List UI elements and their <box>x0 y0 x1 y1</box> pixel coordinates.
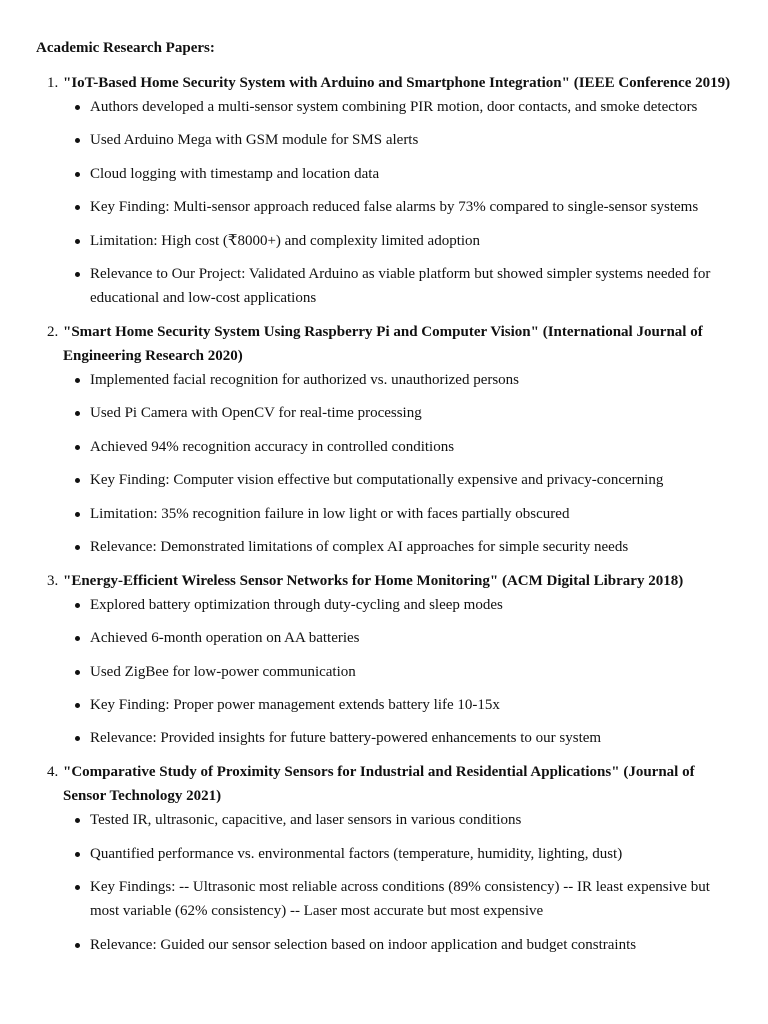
paper-item <box>36 569 738 751</box>
bullet-icon <box>75 172 80 177</box>
list-item <box>63 435 738 459</box>
point-text: Key Finding: Computer vision effective but computationally expensive and privacy-concerning <box>90 472 664 489</box>
point-text: Authors developed a multi-sensor system combining PIR motion, door contacts, and smoke detectors <box>90 99 698 115</box>
bullet-icon <box>75 670 80 675</box>
bullet-icon <box>75 943 80 948</box>
list-item <box>63 842 738 866</box>
point-text: Relevance: Guided our sensor selection based on indoor application and budget constraints <box>90 936 637 953</box>
paper-title: "Energy-Efficient Wireless Sensor Networks for Home Monitoring" (ACM Digital Library 2018) <box>63 572 684 589</box>
paper-number: 3. <box>47 572 59 589</box>
bullet-icon <box>75 512 80 517</box>
paper-item <box>36 320 738 559</box>
bullet-icon <box>75 603 80 608</box>
point-text: Limitation: High cost (₹8000+) and complexity limited adoption <box>90 232 481 249</box>
paper-title: "Smart Home Security System Using Raspberry Pi and Computer Vision" (International Journal of Engineering Research 2020) <box>63 323 703 364</box>
point-text: Implemented facial recognition for authorized vs. unauthorized persons <box>90 371 520 388</box>
list-item <box>63 468 738 492</box>
point-text: Relevance: Provided insights for future battery-powered enhancements to our system <box>90 730 602 747</box>
section-heading: Academic Research Papers: <box>36 40 215 56</box>
list-item <box>63 626 738 650</box>
list-item <box>63 401 738 425</box>
paper-title: "IoT-Based Home Security System with Arduino and Smartphone Integration" (IEEE Conference 2019) <box>63 75 731 91</box>
point-text: Used Pi Camera with OpenCV for real-time processing <box>90 405 422 422</box>
point-text: Relevance to Our Project: Validated Arduino as viable platform but showed simpler systems needed for educational and low-cost applications <box>90 265 711 306</box>
list-item <box>63 808 738 832</box>
list-item <box>63 128 738 152</box>
bullet-icon <box>75 636 80 641</box>
list-item <box>63 195 738 219</box>
bullet-icon <box>75 378 80 383</box>
paper-points <box>63 808 738 956</box>
bullet-icon <box>75 411 80 416</box>
point-text: Quantified performance vs. environmental factors (temperature, humidity, lighting, dust) <box>90 845 623 862</box>
bullet-icon <box>75 272 80 277</box>
point-text: Used ZigBee for low-power communication <box>90 663 356 680</box>
bullet-icon <box>75 239 80 244</box>
paper-points <box>63 593 738 751</box>
list-item <box>63 262 738 310</box>
point-text: Key Findings: -- Ultrasonic most reliable across conditions (89% consistency) -- IR least expensive but most variable (62% consistency) -- Laser most accurate but most expensive <box>90 879 710 920</box>
list-item <box>63 162 738 186</box>
papers-list <box>36 71 738 957</box>
point-text: Key Finding: Proper power management extends battery life 10-15x <box>90 697 500 714</box>
list-item <box>63 535 738 559</box>
point-text: Tested IR, ultrasonic, capacitive, and laser sensors in various conditions <box>90 812 522 829</box>
bullet-icon <box>75 736 80 741</box>
list-item <box>63 660 738 684</box>
bullet-icon <box>75 818 80 823</box>
point-text: Used Arduino Mega with GSM module for SMS alerts <box>90 132 419 149</box>
bullet-icon <box>75 138 80 143</box>
bullet-icon <box>75 545 80 550</box>
point-text: Achieved 94% recognition accuracy in controlled conditions <box>90 438 455 455</box>
list-item <box>63 933 738 957</box>
paper-item <box>36 760 738 956</box>
list-item <box>63 693 738 717</box>
paper-number: 4. <box>47 764 59 781</box>
point-text: Limitation: 35% recognition failure in low light or with faces partially obscured <box>90 505 570 522</box>
bullet-icon <box>75 703 80 708</box>
list-item <box>63 726 738 750</box>
paper-points <box>63 95 738 310</box>
point-text: Cloud logging with timestamp and location data <box>90 165 380 182</box>
bullet-icon <box>75 852 80 857</box>
paper-number: 2. <box>47 323 59 340</box>
list-item <box>63 875 738 923</box>
list-item <box>63 95 738 119</box>
bullet-icon <box>75 885 80 890</box>
bullet-icon <box>75 478 80 483</box>
bullet-icon <box>75 105 80 110</box>
point-text: Relevance: Demonstrated limitations of complex AI approaches for simple security needs <box>90 538 629 555</box>
list-item <box>63 593 738 617</box>
list-item <box>63 368 738 392</box>
paper-number: 1. <box>47 75 59 91</box>
bullet-icon <box>75 445 80 450</box>
point-text: Key Finding: Multi-sensor approach reduced false alarms by 73% compared to single-sensor systems <box>90 199 699 216</box>
paper-item <box>36 71 738 310</box>
paper-points <box>63 368 738 559</box>
list-item <box>63 229 738 253</box>
bullet-icon <box>75 205 80 210</box>
point-text: Achieved 6-month operation on AA batteries <box>90 630 360 647</box>
list-item <box>63 502 738 526</box>
point-text: Explored battery optimization through duty-cycling and sleep modes <box>90 596 503 613</box>
paper-title: "Comparative Study of Proximity Sensors for Industrial and Residential Applications" (Journal of Sensor Technology 2021) <box>63 764 695 805</box>
